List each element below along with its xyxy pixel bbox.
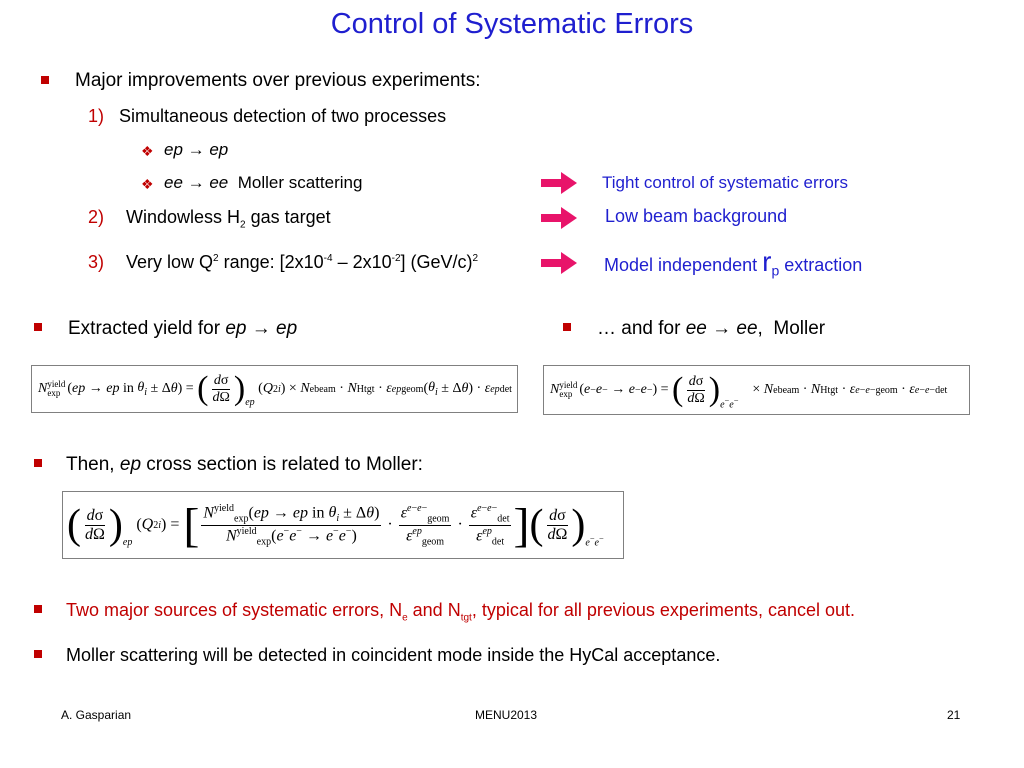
page-number: 21 [947, 708, 961, 722]
result-text: Model independent $r_p$ extraction [604, 246, 863, 279]
bullet-icon [34, 323, 42, 331]
item-number: 1) [88, 106, 105, 126]
equation-ep-yield: N yield exp ( ep → ep in $\theta_i$ ± Δ θ ) = ( $\frac{d\sigma}{d\Omega}$ ) $_{ep}$ ( Q 2 i ) × N e beam · N H tgt · ε ep geom ( $\theta_i$ ± Δ θ ) · ε ep det [31, 365, 518, 413]
result-text: Low beam background [605, 206, 788, 226]
yield-ep-heading: Extracted yield for ep → ep [68, 318, 298, 339]
item-number: 2) [88, 207, 105, 227]
item-text: Simultaneous detection of two processes [119, 106, 447, 126]
result-text: Tight control of systematic errors [602, 173, 848, 192]
equation-moller-yield: N yield exp ( e − e − → e − e − ) = ( $\frac{d\sigma}{d\Omega}$ ) $_{e^-e^-}$ × N e beam · N H tgt · ε e−e− geom · ε e−e− det [543, 365, 970, 415]
subitem-ep: ep → ep [164, 140, 229, 159]
section1-heading: Major improvements over previous experiments: [75, 70, 481, 91]
item-number: 3) [88, 252, 105, 272]
diamond-bullet-icon: ❖ [141, 143, 154, 159]
footer-author: A. Gasparian [61, 708, 132, 722]
item-text: Windowless $H_2$ gas target [126, 207, 331, 231]
then-text: Then, ep cross section is related to Moller: [66, 454, 423, 475]
bullet-icon [34, 650, 42, 658]
bullet-icon [34, 459, 42, 467]
moller-detection-text: Moller scattering will be detected in coincident mode inside the HyCal acceptance. [66, 645, 721, 665]
right-arrow-icon [541, 172, 577, 194]
subitem-ee: ee → ee Moller scattering [164, 173, 363, 192]
item-text: Very low $Q^2$ range: $[2x10^{-4} - 2x10^{-2}]$ $(GeV/c)^2$ [126, 252, 479, 272]
systematic-errors-text: Two major sources of systematic errors, $N_e$ and $N_{tgt}$, typical for all previous experiments, cancel out. [66, 600, 856, 624]
bullet-icon [563, 323, 571, 331]
bullet-icon [34, 605, 42, 613]
right-arrow-icon [541, 252, 577, 274]
bullet-icon [41, 76, 49, 84]
slide-title: Control of Systematic Errors [330, 8, 694, 40]
yield-moller-heading: … and for ee → ee, Moller [597, 318, 826, 339]
footer-conference: MENU2013 [475, 708, 538, 722]
diamond-bullet-icon: ❖ [141, 176, 154, 192]
right-arrow-icon [541, 207, 577, 229]
equation-cross-section-ratio: ( $\frac{d\sigma}{d\Omega}$ ) $_{ep}$ ( Q 2 i ) = [ $\frac{N^{yield}_{exp}(ep \to ep in \theta_i \pm \Delta\theta)}{N^{yield}_{exp}(e^-e^- \to e^-e^-)}$ · $\frac{\varepsilon^{e-e-}_{geom}}{\varepsilon^{ep}_{geom}}$ · $\frac{\varepsilon^{e-e-}_{det}}{\varepsilon^{ep}_{det}}$ ] ( $\frac{d\sigma}{d\Omega}$ ) $_{e^-e^-}$ [62, 491, 624, 559]
